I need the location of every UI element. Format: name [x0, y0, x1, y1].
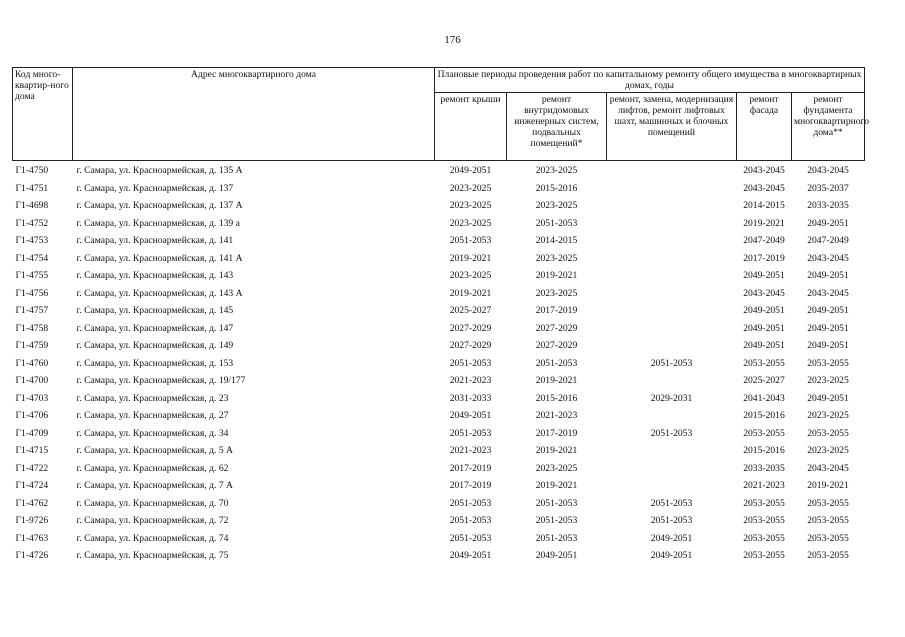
engineering-cell: 2023-2025: [535, 462, 578, 474]
elevators-cell: 2049-2051: [650, 532, 693, 544]
roof-cell: 2051-2053: [449, 357, 492, 369]
code-cell: Г1-4757: [15, 305, 49, 317]
address-cell: г. Самара, ул. Красноармейская, д. 149: [76, 340, 234, 352]
code-cell: Г1-4755: [15, 270, 49, 282]
facade-cell: 2015-2016: [743, 445, 785, 457]
elevators-cell: [607, 197, 737, 215]
facade-cell: 2053-2055: [743, 532, 785, 544]
header-engineering: ремонт внутридомовых инженерных систем, подвальных помещений*: [507, 93, 607, 161]
header-address: Адрес многоквартирного дома: [73, 68, 435, 161]
engineering-cell: 2019-2021: [535, 445, 578, 457]
roof-cell: 2049-2051: [449, 165, 492, 177]
code-cell: Г1-4754: [15, 252, 49, 264]
elevators-cell: [607, 161, 737, 180]
facade-cell: 2043-2045: [743, 182, 785, 194]
roof-cell: 2023-2025: [449, 217, 492, 229]
table-row: [13, 460, 865, 478]
elevators-cell: 2029-2031: [650, 392, 693, 404]
roof-cell: 2049-2051: [449, 410, 492, 422]
address-cell: г. Самара, ул. Красноармейская, д. 137 А: [76, 200, 243, 212]
roof-cell: 2031-2033: [449, 392, 492, 404]
address-cell: г. Самара, ул. Красноармейская, д. 145: [76, 305, 234, 317]
foundation-cell: 2043-2045: [807, 165, 849, 177]
code-cell: Г1-4752: [15, 217, 49, 229]
facade-cell: 2053-2055: [743, 427, 785, 439]
engineering-cell: 2014-2015: [535, 235, 578, 247]
code-cell: Г1-4726: [15, 550, 49, 562]
engineering-cell: 2049-2051: [535, 550, 578, 562]
facade-cell: 2033-2035: [743, 462, 785, 474]
code-cell: Г1-4706: [15, 410, 49, 422]
engineering-cell: 2021-2023: [535, 410, 578, 422]
facade-cell: 2015-2016: [743, 410, 785, 422]
foundation-cell: 2053-2055: [807, 497, 849, 509]
address-cell: г. Самара, ул. Красноармейская, д. 72: [76, 515, 229, 527]
code-cell: Г1-4700: [15, 375, 49, 387]
roof-cell: 2019-2021: [449, 287, 492, 299]
foundation-cell: 2053-2055: [807, 550, 849, 562]
address-cell: г. Самара, ул. Красноармейская, д. 34: [76, 427, 229, 439]
engineering-cell: 2051-2053: [535, 357, 578, 369]
engineering-cell: 2015-2016: [535, 182, 578, 194]
code-cell: Г1-4715: [15, 445, 49, 457]
roof-cell: 2051-2053: [449, 235, 492, 247]
capital-repair-table: [12, 67, 870, 565]
table-row: [13, 302, 865, 320]
address-cell: г. Самара, ул. Красноармейская, д. 27: [76, 410, 229, 422]
elevators-cell: [607, 180, 737, 198]
address-cell: г. Самара, ул. Красноармейская, д. 70: [76, 497, 229, 509]
table-row: [13, 407, 865, 425]
foundation-cell: 2023-2025: [807, 445, 849, 457]
engineering-cell: 2027-2029: [535, 340, 578, 352]
roof-cell: 2051-2053: [449, 497, 492, 509]
roof-cell: 2025-2027: [449, 305, 492, 317]
code-cell: Г1-4703: [15, 392, 49, 404]
elevators-cell: [607, 407, 737, 425]
header-code: Код много-квартир-ного дома: [13, 68, 73, 161]
engineering-cell: 2051-2053: [535, 515, 578, 527]
foundation-cell: 2049-2051: [807, 392, 849, 404]
foundation-cell: 2049-2051: [807, 217, 849, 229]
elevators-cell: [607, 302, 737, 320]
roof-cell: 2019-2021: [449, 252, 492, 264]
facade-cell: 2041-2043: [743, 392, 785, 404]
header-roof: ремонт крыши: [435, 93, 507, 161]
table-row: [13, 495, 865, 513]
foundation-cell: 2047-2049: [807, 235, 849, 247]
facade-cell: 2053-2055: [743, 515, 785, 527]
roof-cell: 2017-2019: [449, 462, 492, 474]
address-cell: г. Самара, ул. Красноармейская, д. 147: [76, 322, 234, 334]
table-row: [13, 215, 865, 233]
elevators-cell: [607, 320, 737, 338]
foundation-cell: 2049-2051: [807, 322, 849, 334]
engineering-cell: 2023-2025: [535, 165, 578, 177]
elevators-cell: [607, 337, 737, 355]
code-cell: Г1-9726: [15, 515, 49, 527]
table-row: [13, 180, 865, 198]
table-row: [13, 337, 865, 355]
header-facade: ремонт фасада: [737, 93, 792, 161]
code-cell: Г1-4698: [15, 200, 49, 212]
roof-cell: 2023-2025: [449, 182, 492, 194]
address-cell: г. Самара, ул. Красноармейская, д. 23: [76, 392, 229, 404]
code-cell: Г1-4724: [15, 480, 49, 492]
foundation-cell: 2043-2045: [807, 462, 849, 474]
table-row: [13, 425, 865, 443]
page-number: 176: [444, 34, 461, 46]
engineering-cell: 2023-2025: [535, 200, 578, 212]
elevators-cell: 2049-2051: [650, 550, 693, 562]
roof-cell: 2049-2051: [449, 550, 492, 562]
elevators-cell: [607, 477, 737, 495]
facade-cell: 2014-2015: [743, 200, 785, 212]
elevators-cell: 2051-2053: [650, 357, 693, 369]
code-cell: Г1-4709: [15, 427, 49, 439]
roof-cell: 2017-2019: [449, 480, 492, 492]
code-cell: Г1-4750: [15, 165, 49, 177]
elevators-cell: [607, 460, 737, 478]
code-cell: Г1-4751: [15, 182, 49, 194]
elevators-cell: [607, 442, 737, 460]
elevators-cell: 2051-2053: [650, 497, 693, 509]
code-cell: Г1-4758: [15, 322, 49, 334]
table-row: [13, 285, 865, 303]
table-row: [13, 547, 865, 565]
roof-cell: 2027-2029: [449, 340, 492, 352]
engineering-cell: 2023-2025: [535, 287, 578, 299]
elevators-cell: 2051-2053: [650, 515, 693, 527]
roof-cell: 2023-2025: [449, 200, 492, 212]
table-row: [13, 232, 865, 250]
foundation-cell: 2053-2055: [807, 357, 849, 369]
table-row: [13, 355, 865, 373]
foundation-cell: 2023-2025: [807, 410, 849, 422]
engineering-cell: 2019-2021: [535, 480, 578, 492]
elevators-cell: [607, 285, 737, 303]
facade-cell: 2025-2027: [743, 375, 785, 387]
code-cell: Г1-4722: [15, 462, 49, 474]
roof-cell: 2023-2025: [449, 270, 492, 282]
roof-cell: 2027-2029: [449, 322, 492, 334]
header-elevators: ремонт, замена, модернизация лифтов, ремонт лифтовых шахт, машинных и блочных помещений: [607, 93, 737, 161]
facade-cell: 2049-2051: [743, 340, 785, 352]
facade-cell: 2021-2023: [743, 480, 785, 492]
header-periods: Плановые периоды проведения работ по капитальному ремонту общего имущества в многоквартирных домах, годы: [435, 68, 865, 93]
facade-cell: 2053-2055: [743, 550, 785, 562]
table-row: [13, 161, 865, 180]
foundation-cell: 2049-2051: [807, 305, 849, 317]
engineering-cell: 2017-2019: [535, 305, 578, 317]
foundation-cell: 2019-2021: [807, 480, 849, 492]
table-row: [13, 320, 865, 338]
address-cell: г. Самара, ул. Красноармейская, д. 141 А: [76, 252, 243, 264]
table-row: [13, 250, 865, 268]
code-cell: Г1-4762: [15, 497, 49, 509]
foundation-cell: 2053-2055: [807, 427, 849, 439]
elevators-cell: [607, 250, 737, 268]
address-cell: г. Самара, ул. Красноармейская, д. 135 А: [76, 165, 243, 177]
engineering-cell: 2019-2021: [535, 375, 578, 387]
address-cell: г. Самара, ул. Красноармейская, д. 143 А: [76, 287, 243, 299]
roof-cell: 2021-2023: [449, 445, 492, 457]
code-cell: Г1-4759: [15, 340, 49, 352]
address-cell: г. Самара, ул. Красноармейская, д. 75: [76, 550, 229, 562]
address-cell: г. Самара, ул. Красноармейская, д. 141: [76, 235, 234, 247]
table-row: [13, 442, 865, 460]
foundation-cell: 2033-2035: [807, 200, 849, 212]
code-cell: Г1-4756: [15, 287, 49, 299]
elevators-cell: [607, 232, 737, 250]
address-cell: г. Самара, ул. Красноармейская, д. 62: [76, 462, 229, 474]
address-cell: г. Самара, ул. Красноармейская, д. 19/177: [76, 375, 246, 387]
roof-cell: 2021-2023: [449, 375, 492, 387]
facade-cell: 2053-2055: [743, 497, 785, 509]
elevators-cell: 2051-2053: [650, 427, 693, 439]
header-foundation: ремонт фундамента многоквартирного дома**: [792, 93, 865, 161]
table-row: [13, 267, 865, 285]
address-cell: г. Самара, ул. Красноармейская, д. 137: [76, 182, 234, 194]
facade-cell: 2049-2051: [743, 305, 785, 317]
code-cell: Г1-4760: [15, 357, 49, 369]
address-cell: г. Самара, ул. Красноармейская, д. 143: [76, 270, 234, 282]
address-cell: г. Самара, ул. Красноармейская, д. 7 А: [76, 480, 233, 492]
facade-cell: 2017-2019: [743, 252, 785, 264]
facade-cell: 2019-2021: [743, 217, 785, 229]
table-row: [13, 197, 865, 215]
table-row: [13, 512, 865, 530]
facade-cell: 2053-2055: [743, 357, 785, 369]
engineering-cell: 2051-2053: [535, 217, 578, 229]
foundation-cell: 2053-2055: [807, 515, 849, 527]
roof-cell: 2051-2053: [449, 515, 492, 527]
facade-cell: 2049-2051: [743, 270, 785, 282]
foundation-cell: 2049-2051: [807, 340, 849, 352]
roof-cell: 2051-2053: [449, 427, 492, 439]
address-cell: г. Самара, ул. Красноармейская, д. 153: [76, 357, 234, 369]
table-body: [13, 161, 865, 565]
table-row: [13, 390, 865, 408]
engineering-cell: 2051-2053: [535, 532, 578, 544]
table-row: [13, 372, 865, 390]
foundation-cell: 2049-2051: [807, 270, 849, 282]
address-cell: г. Самара, ул. Красноармейская, д. 139 а: [76, 217, 240, 229]
engineering-cell: 2015-2016: [535, 392, 578, 404]
foundation-cell: 2043-2045: [807, 287, 849, 299]
facade-cell: 2043-2045: [743, 165, 785, 177]
elevators-cell: [607, 267, 737, 285]
foundation-cell: 2023-2025: [807, 375, 849, 387]
table-row: [13, 530, 865, 548]
engineering-cell: 2051-2053: [535, 497, 578, 509]
table-row: [13, 477, 865, 495]
code-cell: Г1-4753: [15, 235, 49, 247]
address-cell: г. Самара, ул. Красноармейская, д. 74: [76, 532, 229, 544]
roof-cell: 2051-2053: [449, 532, 492, 544]
engineering-cell: 2019-2021: [535, 270, 578, 282]
elevators-cell: [607, 215, 737, 233]
foundation-cell: 2035-2037: [807, 182, 849, 194]
facade-cell: 2047-2049: [743, 235, 785, 247]
code-cell: Г1-4763: [15, 532, 49, 544]
elevators-cell: [607, 372, 737, 390]
foundation-cell: 2053-2055: [807, 532, 849, 544]
facade-cell: 2043-2045: [743, 287, 785, 299]
engineering-cell: 2017-2019: [535, 427, 578, 439]
engineering-cell: 2023-2025: [535, 252, 578, 264]
engineering-cell: 2027-2029: [535, 322, 578, 334]
address-cell: г. Самара, ул. Красноармейская, д. 5 А: [76, 445, 233, 457]
foundation-cell: 2043-2045: [807, 252, 849, 264]
facade-cell: 2049-2051: [743, 322, 785, 334]
